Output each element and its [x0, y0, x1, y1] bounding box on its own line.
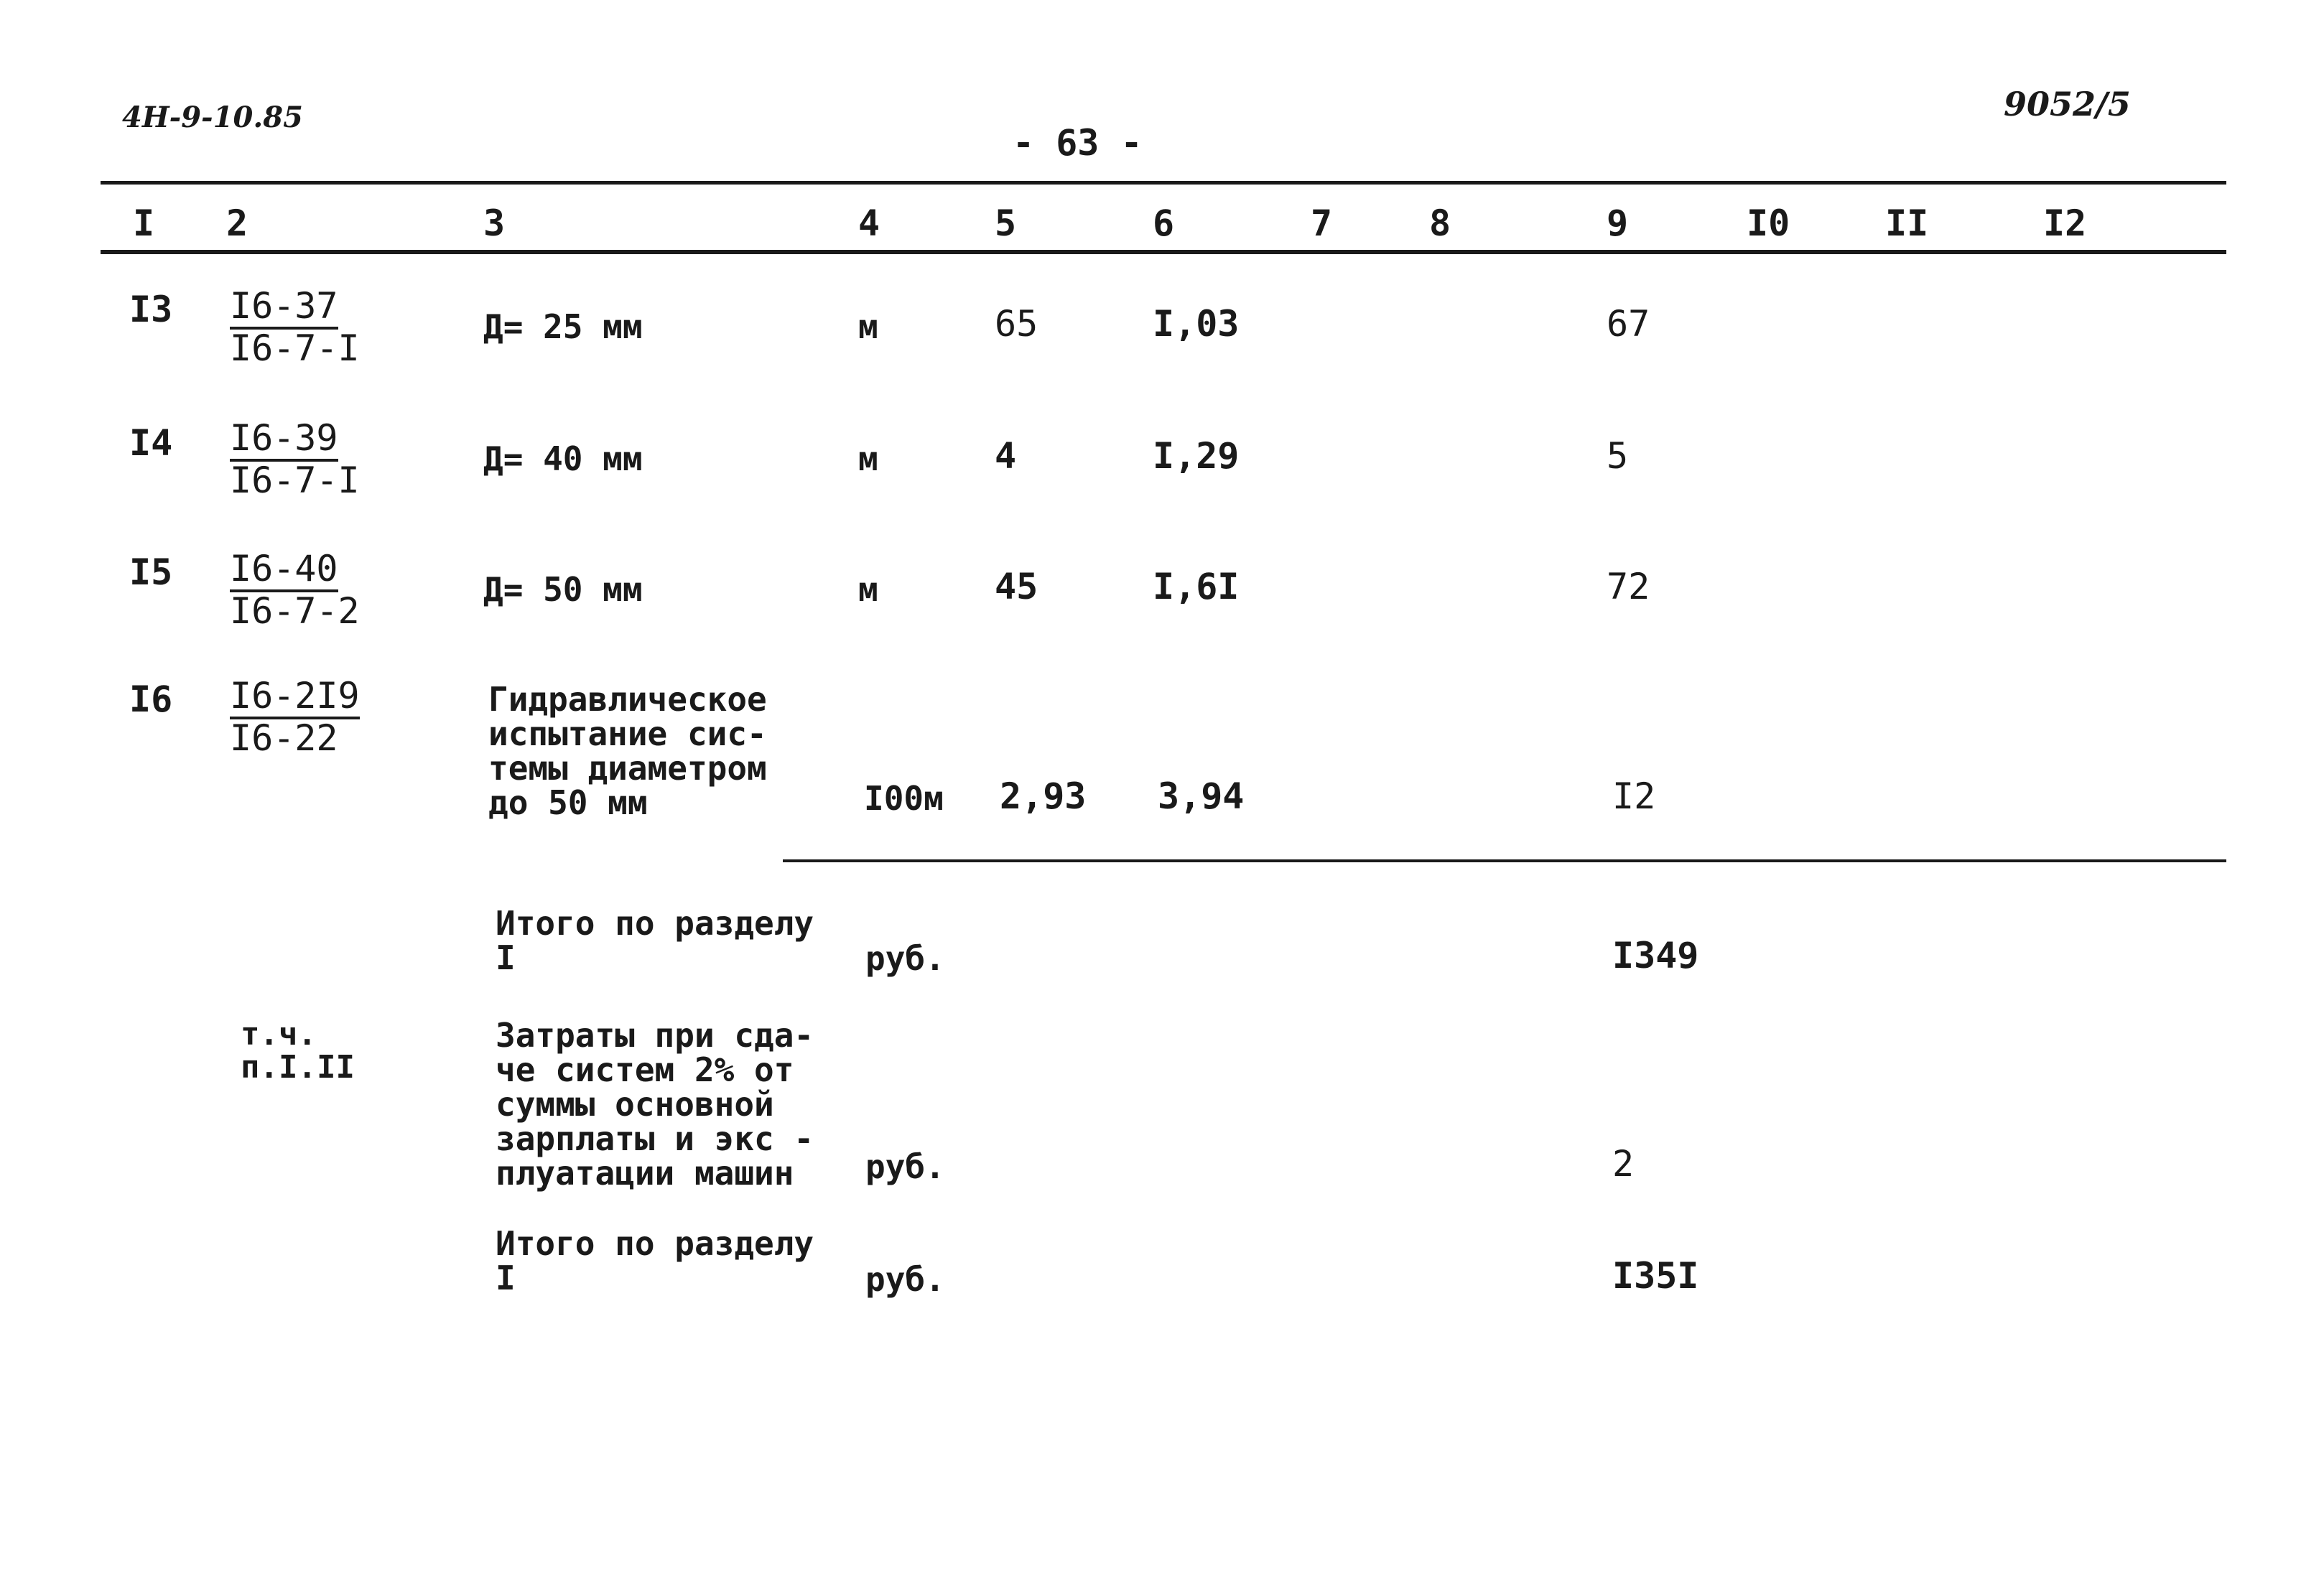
rate-code-bottom: I6-22 [230, 717, 338, 759]
column-header-9: 9 [1607, 202, 1629, 244]
unit-price: I,6I [1153, 566, 1240, 607]
quantity: 45 [995, 566, 1038, 607]
section-total: I35I [1612, 1255, 1699, 1297]
quantity: 2,93 [1000, 775, 1087, 817]
unit: м [858, 570, 878, 609]
rate-code-top: I6-39 [230, 419, 338, 462]
unit: руб. [865, 1147, 945, 1186]
description-line: Гидравлическое [488, 680, 767, 719]
row-number: I6 [129, 678, 173, 720]
item-description [488, 682, 767, 820]
reference-line: п.I.II [241, 1049, 355, 1086]
unit-price: 3,94 [1158, 775, 1245, 817]
total-cost: I2 [1612, 775, 1656, 817]
item-description: Д= 40 мм [483, 439, 643, 478]
summary-description [496, 906, 814, 975]
summary-description [496, 1016, 814, 1193]
header-top-rule [101, 181, 2226, 185]
unit-price: I,03 [1153, 303, 1240, 345]
rate-code [230, 677, 360, 757]
section-total: I349 [1612, 935, 1699, 976]
row-number: I3 [129, 289, 173, 330]
column-header-12: I2 [2043, 202, 2087, 244]
rate-code [230, 419, 360, 499]
rate-code-bottom: I6-7-I [230, 327, 360, 369]
description-line: до 50 мм [488, 783, 648, 822]
description-line: Итого по разделу [496, 1224, 814, 1263]
column-header-10: I0 [1747, 202, 1790, 244]
column-header-4: 4 [858, 202, 880, 244]
rate-code-top: I6-37 [230, 287, 338, 330]
column-header-8: 8 [1429, 202, 1451, 244]
summary-description [496, 1226, 814, 1295]
quantity: 4 [995, 435, 1017, 477]
description-line: зарплаты и экс - [496, 1119, 814, 1158]
row-number: I5 [129, 551, 173, 593]
unit: I00м [864, 779, 944, 818]
total-cost: 67 [1607, 303, 1650, 345]
rate-code [230, 287, 360, 367]
column-header-3: 3 [483, 202, 506, 244]
column-header-2: 2 [226, 202, 248, 244]
unit-price: I,29 [1153, 435, 1240, 477]
rate-code-bottom: I6-7-I [230, 459, 360, 501]
description-line: суммы основной [496, 1085, 774, 1124]
rate-code-top: I6-2I9 [230, 677, 360, 719]
header-bottom-rule [101, 250, 2226, 254]
sheet-reference: 9052/5 [2004, 85, 2131, 123]
row-number: I4 [129, 422, 173, 464]
unit: м [858, 307, 878, 346]
description-line: Затраты при сда- [496, 1016, 814, 1055]
item-description: Д= 50 мм [483, 570, 643, 609]
rate-code-bottom: I6-7-2 [230, 589, 360, 632]
unit: м [858, 439, 878, 478]
quantity: 65 [995, 303, 1038, 345]
unit: руб. [865, 1260, 945, 1299]
description-line: темы диаметром [488, 749, 767, 788]
column-header-7: 7 [1311, 202, 1333, 244]
description-line: Итого по разделу [496, 904, 814, 943]
section-divider [783, 859, 2226, 862]
total-cost: 5 [1607, 435, 1629, 477]
description-line: че систем 2% от [496, 1050, 794, 1089]
description-line: I [496, 1259, 516, 1297]
total-cost: 72 [1607, 566, 1650, 607]
description-line: I [496, 938, 516, 977]
document-code: 4Н-9-10.85 [122, 101, 303, 134]
item-description: Д= 25 мм [483, 307, 643, 346]
column-header-6: 6 [1153, 202, 1175, 244]
summary-reference [241, 1018, 355, 1084]
rate-code [230, 550, 360, 630]
rate-code-top: I6-40 [230, 550, 338, 592]
column-header-11: II [1885, 202, 1929, 244]
page-number: - 63 - [1013, 122, 1143, 164]
reference-line: т.ч. [241, 1016, 317, 1053]
unit: руб. [865, 939, 945, 978]
description-line: плуатации машин [496, 1154, 794, 1193]
column-header-5: 5 [995, 202, 1017, 244]
section-total: 2 [1612, 1143, 1635, 1185]
description-line: испытание сис- [488, 714, 767, 753]
column-header-1: I [133, 202, 155, 244]
